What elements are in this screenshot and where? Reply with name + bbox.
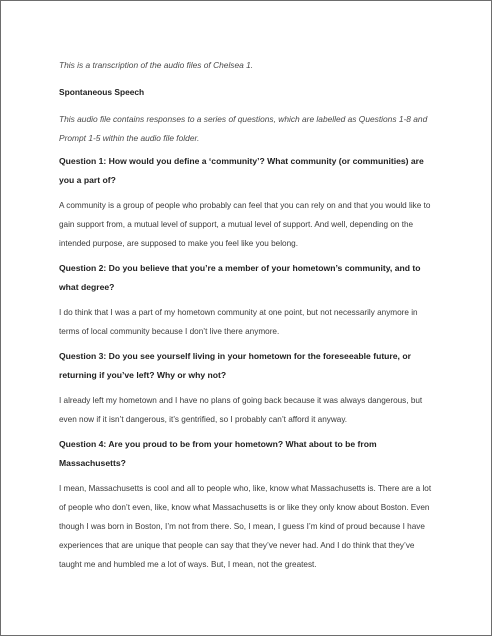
answer-2: I do think that I was a part of my hometown community at one point, but not necessarily anymore in terms of local community because I don’t live there anymore. <box>59 308 418 336</box>
answer-4: I mean, Massachusetts is cool and all to people who, like, know what Massachusetts is. There are a lot of people who don’t even, like, know what Massachusetts is or like they only know about Boston. Even though I was born in Boston, I’m not from there. So, I mean, I guess I’m kind of proud because I have experiences that are unique that people can say that they’ve never had. And I do think that they’ve taught me and humbled me a lot of ways. But, I mean, not the greatest. <box>59 484 432 569</box>
document-body <box>59 59 433 580</box>
answer-1: A community is a group of people who probably can feel that you can rely on and that you would like to gain support from, a mutual level of support, a mutual level of support. And well, depending on the intended purpose, are supposed to make you feel like you belong. <box>59 201 431 248</box>
section-note: This audio file contains responses to a series of questions, which are labelled as Questions 1-8 and Prompt 1-5 within the audio file folder. <box>59 114 428 143</box>
question-4: Question 4: Are you proud to be from your hometown? What about to be from Massachusetts? <box>59 439 377 468</box>
intro-text: This is a transcription of the audio files of Chelsea 1. <box>59 60 254 70</box>
answer-3: I already left my hometown and I have no plans of going back because it was always dangerous, but even now if it isn’t dangerous, it’s gentrified, so I probably can’t afford it anyway. <box>59 396 423 424</box>
question-1: Question 1: How would you define a ‘community’? What community (or communities) are you a part of? <box>59 156 424 185</box>
question-2: Question 2: Do you believe that you’re a member of your hometown’s community, and to what degree? <box>59 263 421 292</box>
question-3: Question 3: Do you see yourself living in your hometown for the foreseeable future, or returning if you’ve left? Why or why not? <box>59 351 411 380</box>
section-title: Spontaneous Speech <box>59 87 145 97</box>
